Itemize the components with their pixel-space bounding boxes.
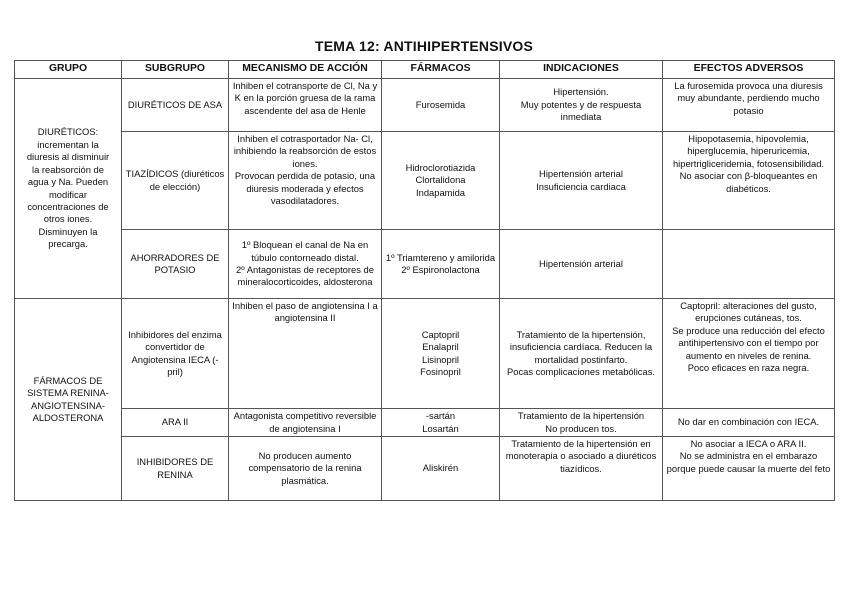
cell-line: INHIBIDORES DE RENINA: [136, 456, 214, 480]
header-mecanismo: MECANISMO DE ACCIÓN: [229, 61, 382, 79]
cell-line: Hipopotasemia, hipovolemia, hiperglucemia, hiperuricemia, hipertrigliceridemia, fotosensibilidad.: [672, 133, 825, 169]
cell-line: ARA II: [161, 416, 189, 428]
cell-line: Lisinopril: [422, 353, 459, 365]
table-row: [15, 230, 835, 299]
drugs-cell: [382, 437, 500, 501]
cell-line: No producen tos.: [545, 422, 617, 434]
cell-line: Antagonista competitivo reversible de angiotensina I: [233, 410, 377, 434]
subgroup-cell: [122, 230, 229, 299]
header-efectos-adversos: EFECTOS ADVERSOS: [663, 61, 835, 79]
cell-line: -sartán: [425, 410, 456, 422]
table-row: [15, 299, 835, 409]
cell-line: Inhiben el cotransporte de Cl, Na y K en la porción gruesa de la rama ascendente del asa de Henle: [232, 80, 378, 116]
adverse-cell: [663, 79, 835, 132]
header-row: [15, 61, 835, 79]
cell-line: Furosemida: [415, 98, 466, 110]
subgroup-cell: [122, 409, 229, 437]
adverse-cell: [663, 437, 835, 501]
cell-line: Clortalidona: [415, 174, 466, 186]
drugs-cell: [382, 409, 500, 437]
indications-cell: [500, 132, 663, 230]
cell-line: Captopril: [421, 328, 460, 340]
cell-line: No asociar con β-bloqueantes en diabéticos.: [679, 170, 818, 194]
cell-line: Hipertensión arterial: [539, 168, 623, 180]
mechanism-cell: [229, 409, 382, 437]
table-row: [15, 437, 835, 501]
cell-line: Se produce una reducción del efecto antihipertensivo con el tiempo por aumento en niveles de renina.: [672, 324, 825, 361]
drugs-cell: [382, 132, 500, 230]
subgroup-cell: [122, 299, 229, 409]
document-title: TEMA 12: ANTIHIPERTENSIVOS: [314, 38, 534, 54]
table-row: [15, 409, 835, 437]
cell-line: Inhiben el paso de angiotensina I a angiotensina II: [232, 300, 378, 324]
mechanism-cell: [229, 437, 382, 501]
cell-line: No producen aumento compensatorio de la renina plasmática.: [248, 449, 362, 486]
cell-line: La furosemida provoca una diuresis muy abundante, perdiendo mucho potasio: [674, 80, 823, 116]
cell-line: Tratamiento de la hipertensión en monoterapia o asociado a diuréticos tiazídicos.: [505, 438, 657, 474]
cell-line: 1º Triamtereno y amilorida: [385, 251, 496, 263]
cell-line: Hidroclorotiazida: [405, 161, 476, 173]
indications-cell: [500, 409, 663, 437]
cell-line: 2º Espironolactona: [401, 264, 480, 275]
indications-cell: [500, 299, 663, 409]
group-cell: DIURÉTICOS: incrementan la diuresis al disminuir la reabsorción de agua y Na. Pueden modificar concentraciones de otros iones. Disminuyen la precarga.: [15, 79, 122, 299]
adverse-cell: [663, 409, 835, 437]
adverse-cell: [663, 230, 835, 299]
indications-cell: [500, 437, 663, 501]
mechanism-cell: [229, 132, 382, 230]
subgroup-cell: [122, 132, 229, 230]
cell-line: Indapamida: [416, 186, 465, 198]
mechanism-cell: [229, 230, 382, 299]
cell-line: No asociar a IECA o ARA II.: [690, 438, 807, 449]
cell-line: Fosinopril: [420, 365, 461, 377]
table-row: [15, 79, 835, 132]
cell-line: Hipertensión.: [553, 86, 609, 98]
subgroup-cell: [122, 437, 229, 501]
cell-line: Insuficiencia cardiaca: [536, 180, 626, 192]
header-indicaciones: INDICACIONES: [500, 61, 663, 79]
adverse-cell: [663, 299, 835, 409]
cell-line: Provocan perdida de potasio, una diuresis moderada y efectos vasodilatadores.: [234, 170, 376, 207]
antihypertensives-table: [14, 60, 835, 501]
cell-line: 2º Antagonistas de receptores de mineralocorticoides, aldosterona: [236, 264, 374, 288]
mechanism-cell: [229, 299, 382, 409]
indications-cell: [500, 79, 663, 132]
cell-line: TIAZÍDICOS (diuréticos de elección): [125, 168, 225, 192]
cell-line: Losartán: [422, 422, 459, 434]
cell-line: Poco eficaces en raza negra.: [687, 362, 810, 374]
cell-line: No se administra en el embarazo porque puede causar la muerte del feto: [666, 450, 831, 474]
cell-line: Captopril: alteraciones del gusto, erupciones cutáneas, tos.: [680, 300, 817, 324]
group-cell: FÁRMACOS DE SISTEMA RENINA-ANGIOTENSINA-ALDOSTERONA: [15, 299, 122, 501]
cell-line: Enalapril: [422, 341, 459, 353]
cell-line: Inhibidores del enzima convertidor de Angiotensina IECA (-pril): [128, 328, 222, 377]
drugs-cell: [382, 79, 500, 132]
drugs-cell: [382, 230, 500, 299]
cell-line: Tratamiento de la hipertensión: [517, 410, 645, 422]
header-grupo: GRUPO: [15, 61, 122, 79]
cell-line: AHORRADORES DE POTASIO: [130, 251, 220, 275]
table-row: [15, 132, 835, 230]
adverse-cell: [663, 132, 835, 230]
cell-line: Aliskirén: [422, 462, 459, 474]
header-farmacos: FÁRMACOS: [382, 61, 500, 79]
mechanism-cell: [229, 79, 382, 132]
header-subgrupo: SUBGRUPO: [122, 61, 229, 79]
subgroup-cell: [122, 79, 229, 132]
cell-line: 1º Bloquean el canal de Na en túbulo contorneado distal.: [241, 239, 369, 263]
cell-line: DIURÉTICOS DE ASA: [127, 98, 223, 110]
cell-line: Pocas complicaciones metabólicas.: [507, 365, 655, 377]
cell-line: Hipertensión arterial: [539, 257, 623, 269]
drugs-cell: [382, 299, 500, 409]
cell-line: Muy potentes y de respuesta inmediata: [520, 98, 642, 123]
cell-line: No dar en combinación con IECA.: [677, 416, 820, 428]
cell-line: Inhiben el cotrasportador Na- Cl, inhibiendo la reabsorción de estos iones.: [233, 133, 377, 169]
cell-line: Tratamiento de la hipertensión, insuficiencia cardíaca. Reducen la mortalidad postinfarto.: [509, 328, 653, 365]
indications-cell: [500, 230, 663, 299]
